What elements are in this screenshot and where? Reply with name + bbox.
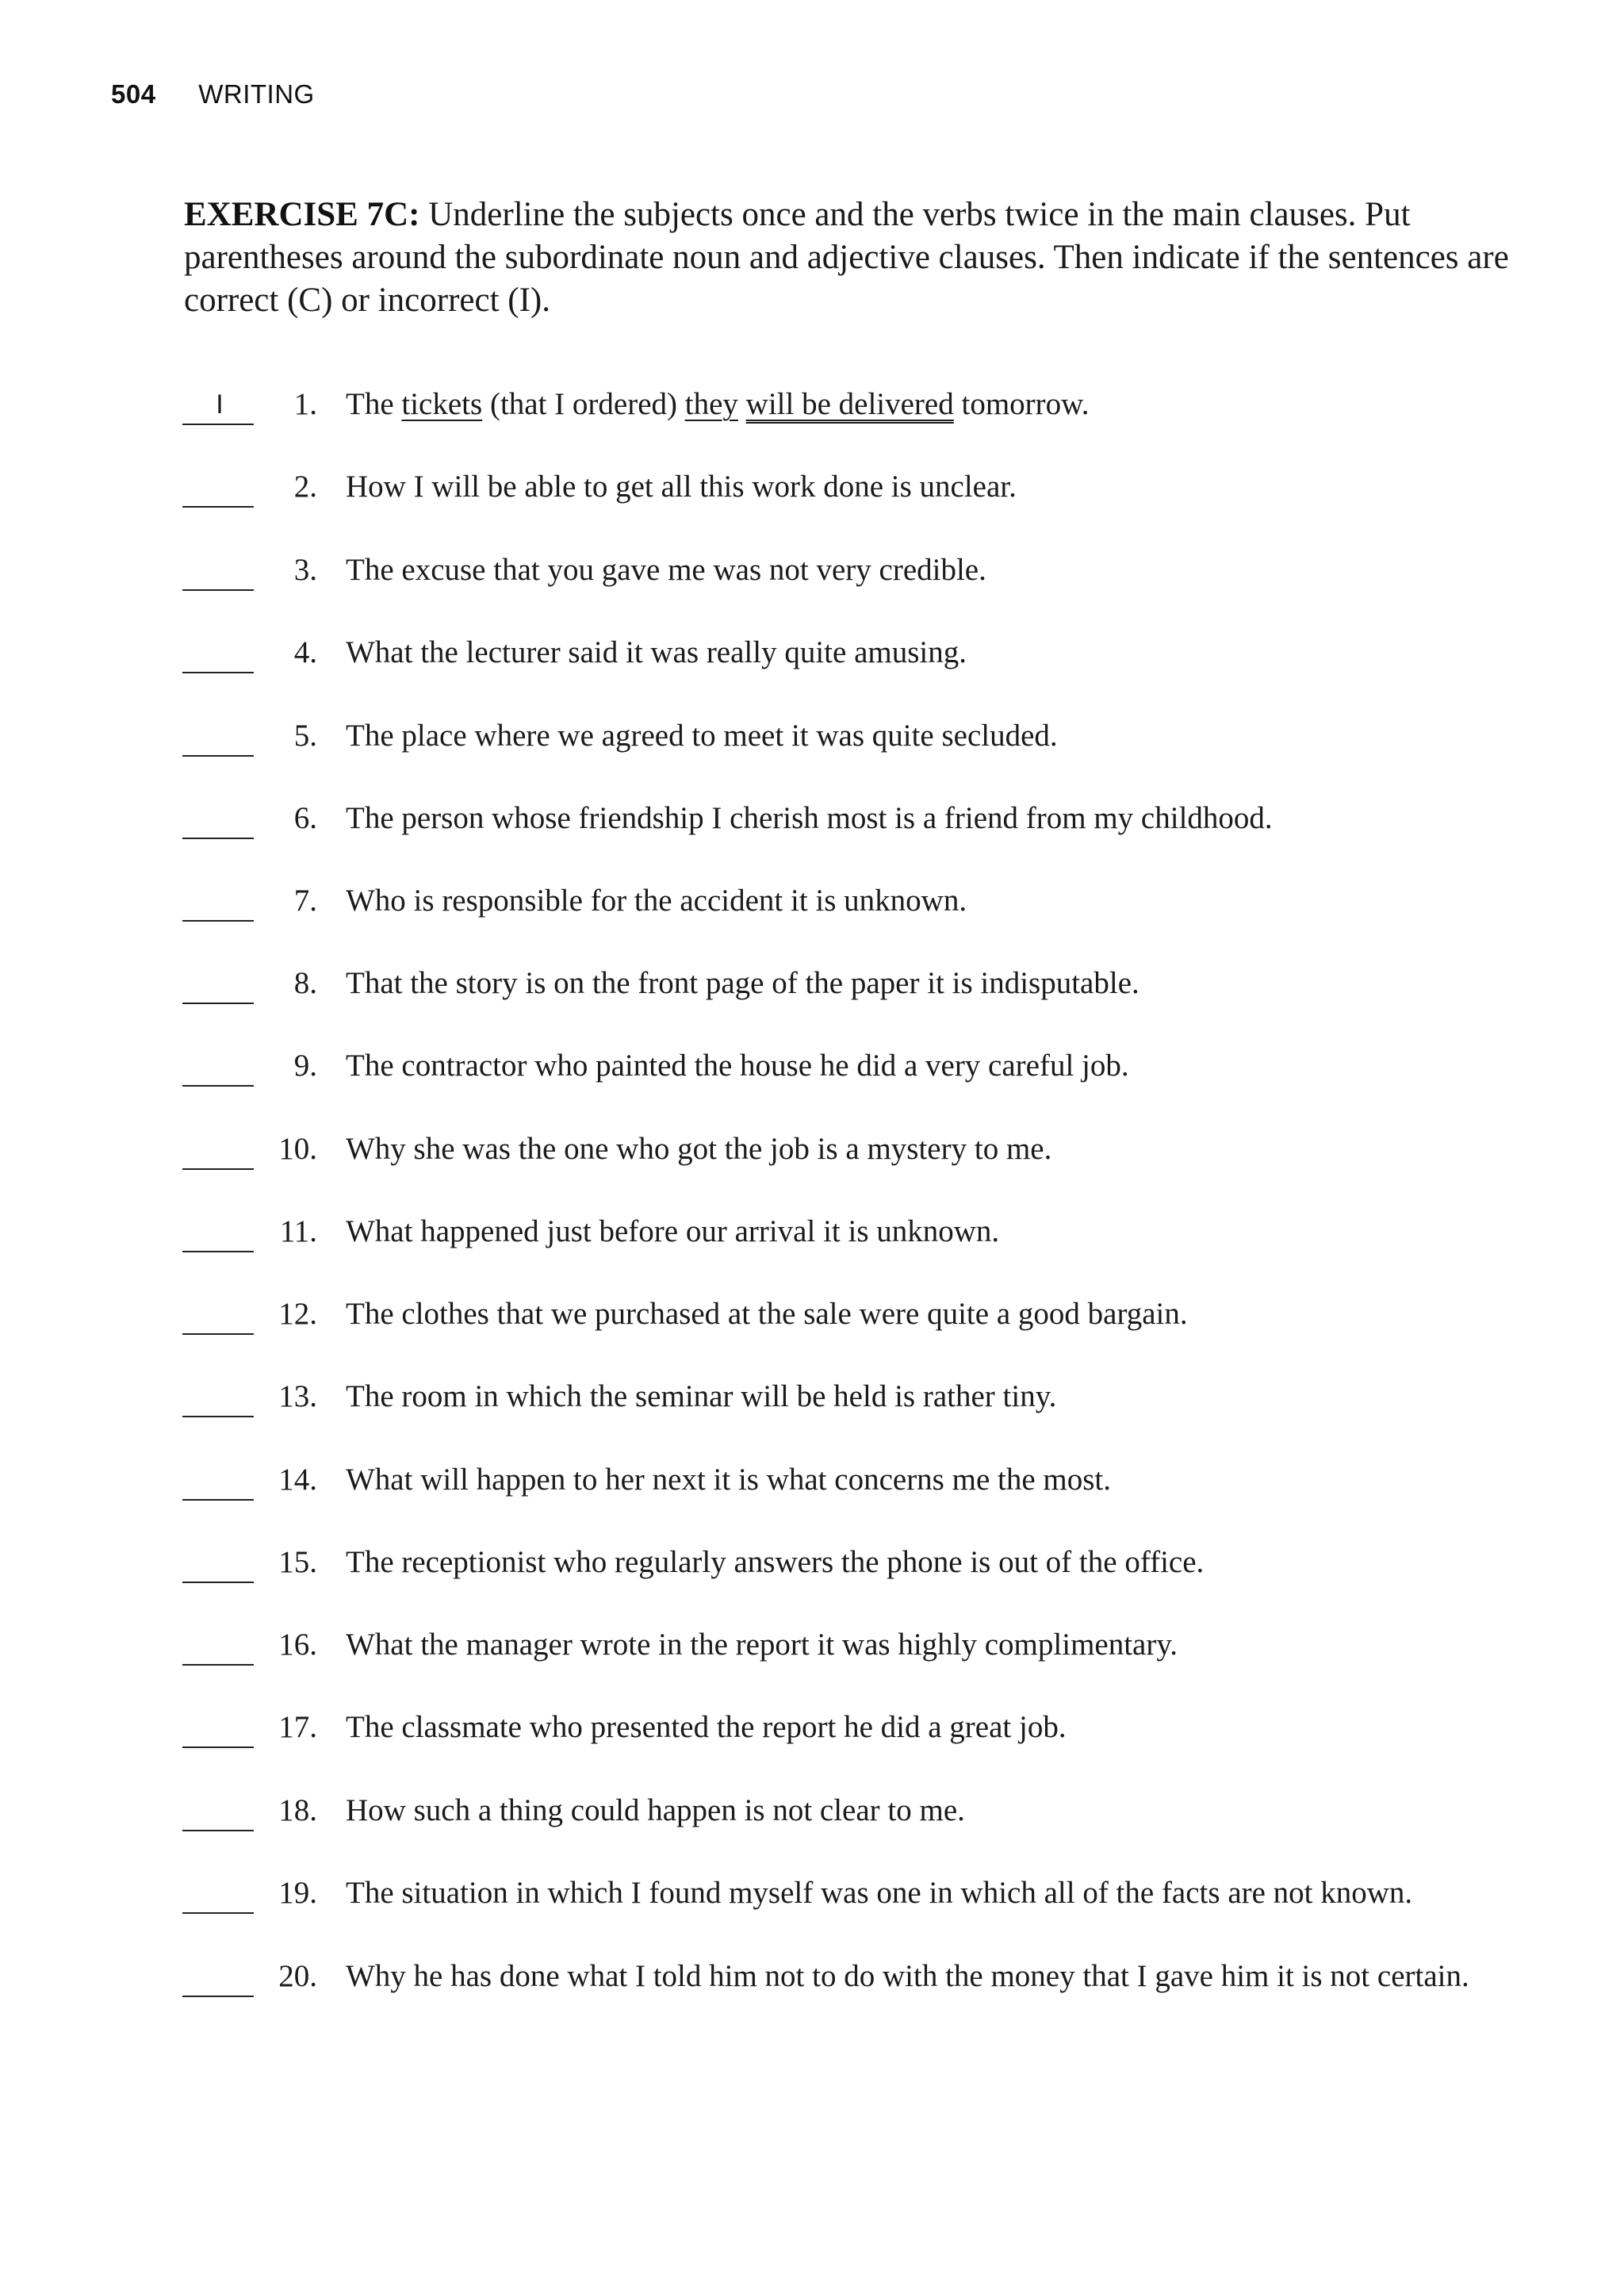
item-number: 12. (278, 1297, 317, 1331)
answer-blank[interactable] (182, 1582, 254, 1583)
item-sentence: That the story is on the front page of the paper it is indisputable. (346, 966, 1139, 1000)
exercise-item-4 (0, 635, 1624, 691)
answer-blank[interactable] (182, 1085, 254, 1087)
answer-blank[interactable] (182, 920, 254, 922)
answer-blank[interactable] (182, 424, 254, 425)
page-number: 504 (111, 79, 156, 109)
exercise-item-10 (0, 1132, 1624, 1187)
exercise-item-16 (0, 1628, 1624, 1683)
exercise-item-8 (0, 966, 1624, 1022)
exercise-item-14 (0, 1463, 1624, 1518)
item-number: 7. (293, 884, 317, 918)
answer-blank[interactable] (182, 1168, 254, 1170)
answer-blank[interactable] (182, 1830, 254, 1831)
item-number: 10. (278, 1132, 317, 1166)
exercise-item-15 (0, 1545, 1624, 1601)
answer-blank[interactable] (182, 1333, 254, 1335)
item-sentence: How such a thing could happen is not clear to me. (346, 1793, 965, 1827)
item-number: 3. (293, 553, 317, 587)
item-sentence: How I will be able to get all this work done is unclear. (346, 470, 1017, 504)
item-sentence: Who is responsible for the accident it is unknown. (346, 884, 967, 918)
exercise-item-20 (0, 1959, 1624, 2086)
item-number: 1. (293, 387, 317, 421)
answer-blank[interactable] (182, 1499, 254, 1501)
answer-blank[interactable] (182, 838, 254, 839)
answer-mark: I (216, 389, 224, 420)
exercise-item-7 (0, 884, 1624, 939)
item-sentence (346, 372, 1551, 437)
item-sentence: The classmate who presented the report he did a great job. (346, 1710, 1067, 1744)
item-number: 13. (278, 1379, 317, 1413)
item-number: 6. (293, 801, 317, 835)
answer-blank[interactable] (182, 589, 254, 591)
item-sentence: What the lecturer said it was really quite amusing. (346, 635, 967, 669)
item-number: 5. (293, 719, 317, 753)
exercise-item-12 (0, 1297, 1624, 1352)
exercise-label: EXERCISE 7C: (184, 196, 420, 233)
answer-blank[interactable] (182, 1746, 254, 1748)
item-number: 14. (278, 1463, 317, 1497)
exercise-item-18 (0, 1793, 1624, 1849)
exercise-item-5 (0, 719, 1624, 774)
sentence-fragment: The (346, 387, 402, 421)
item-sentence: The person whose friendship I cherish most is a friend from my childhood. (346, 801, 1273, 835)
exercise-item-11 (0, 1214, 1624, 1270)
item-number: 17. (278, 1710, 317, 1744)
item-sentence: The clothes that we purchased at the sale were quite a good bargain. (346, 1297, 1188, 1331)
answer-blank[interactable] (182, 506, 254, 508)
answer-blank[interactable] (182, 672, 254, 673)
exercise-item-17 (0, 1710, 1624, 1766)
item-sentence: The situation in which I found myself was one in which all of the facts are not known. (346, 1876, 1413, 1910)
section-title: WRITING (198, 79, 315, 109)
exercise-item-6 (0, 801, 1624, 857)
verb-double-underlined: will be delivered (745, 387, 954, 421)
item-sentence: The receptionist who regularly answers the phone is out of the office. (346, 1545, 1205, 1579)
item-sentence: What happened just before our arrival it is unknown. (346, 1214, 1000, 1248)
answer-blank[interactable] (182, 1003, 254, 1004)
exercise-item-19 (0, 1876, 1624, 1931)
subject-underlined: they (684, 387, 738, 421)
sentence-fragment (738, 387, 746, 421)
item-number: 20. (278, 1959, 317, 1993)
item-number: 19. (278, 1876, 317, 1910)
answer-blank[interactable] (182, 1996, 254, 1997)
item-sentence: The room in which the seminar will be held is rather tiny. (346, 1379, 1057, 1413)
answer-blank[interactable] (182, 755, 254, 757)
item-number: 2. (293, 470, 317, 504)
item-number: 8. (293, 966, 317, 1000)
item-sentence: What will happen to her next it is what concerns me the most. (346, 1463, 1112, 1497)
item-number: 16. (278, 1628, 317, 1662)
sentence-fragment: tomorrow. (953, 387, 1090, 421)
answer-blank[interactable] (182, 1664, 254, 1666)
item-sentence: What the manager wrote in the report it was highly complimentary. (346, 1628, 1178, 1662)
sentence-fragment: (that I ordered) (482, 387, 685, 421)
exercise-item-13 (0, 1379, 1624, 1435)
answer-blank[interactable] (182, 1251, 254, 1252)
exercise-item-3 (0, 553, 1624, 608)
answer-blank[interactable] (182, 1416, 254, 1417)
item-number: 18. (278, 1793, 317, 1827)
item-number: 15. (278, 1545, 317, 1579)
exercise-item-1 (0, 387, 1624, 443)
item-number: 9. (293, 1049, 317, 1083)
item-number: 4. (293, 635, 317, 669)
subject-underlined: tickets (401, 387, 483, 421)
item-sentence: Why she was the one who got the job is a mystery to me. (346, 1132, 1052, 1166)
item-sentence: The place where we agreed to meet it was quite secluded. (346, 719, 1058, 753)
item-sentence: The contractor who painted the house he did a very careful job. (346, 1049, 1129, 1083)
answer-blank[interactable] (182, 1912, 254, 1914)
item-number: 11. (279, 1214, 317, 1248)
exercise-item-9 (0, 1049, 1624, 1104)
item-sentence: The excuse that you gave me was not very credible. (346, 553, 986, 587)
exercise-item-2 (0, 470, 1624, 525)
instruction-text: Underline the subjects once and the verbs twice in the main clauses. Put parentheses around the subordinate noun and adjective clauses. Then indicate if the sentences are correct (C) or incorrect (I). (184, 196, 1509, 319)
item-sentence: Why he has done what I told him not to do with the money that I gave him it is not certain. (346, 1959, 1469, 1993)
